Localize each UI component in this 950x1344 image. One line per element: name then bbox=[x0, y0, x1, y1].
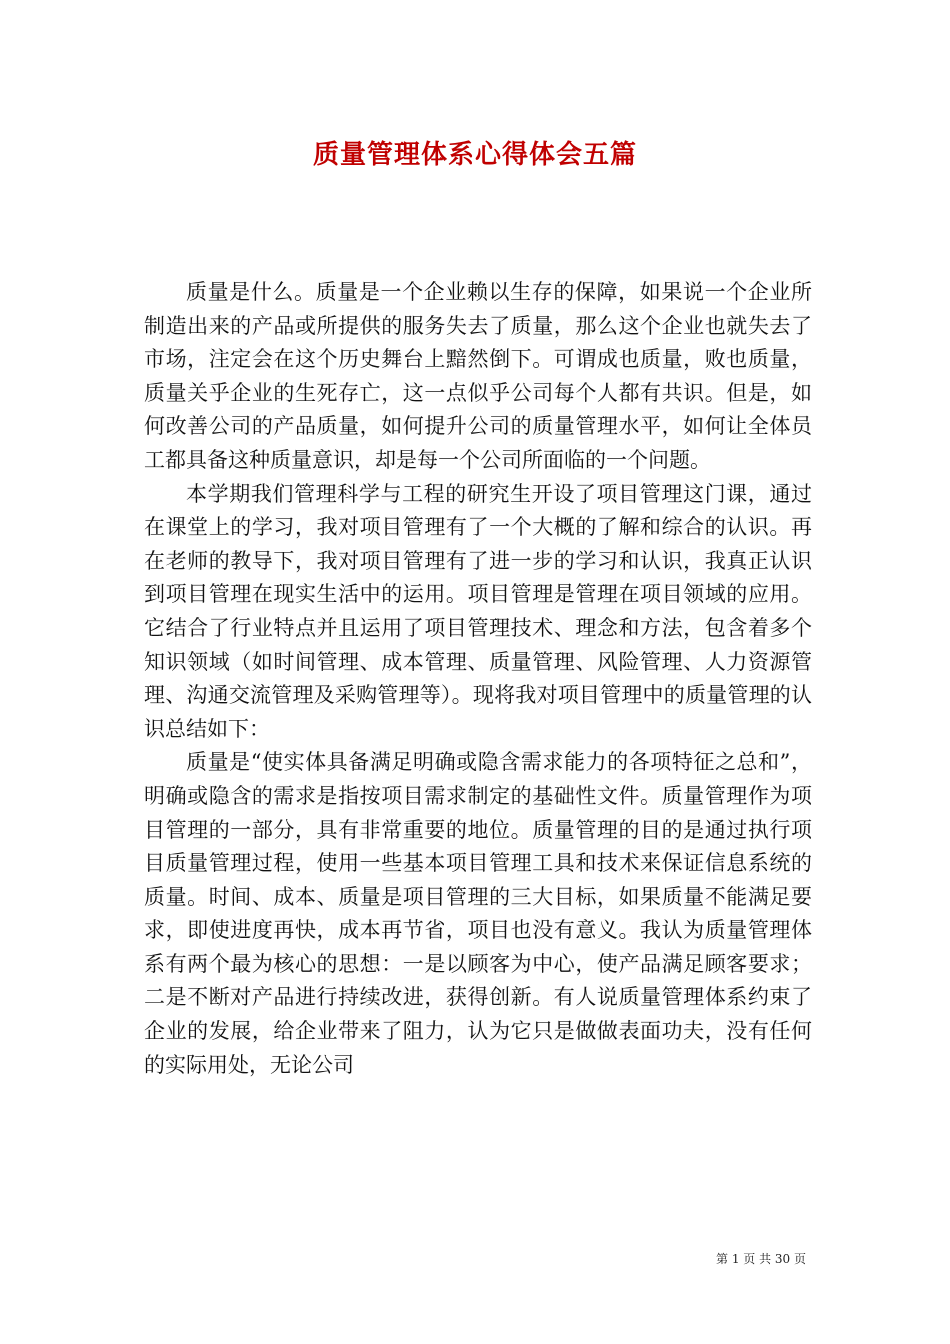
paragraph-3: 质量是“使实体具备满足明确或隐含需求能力的各项特征之总和”，明确或隐含的需求是指按项目需求制定的基础性文件。质量管理作为项目管理的一部分，具有非常重要的地位。质量管理的目的是通过执行项目质量管理过程，使用一些基本项目管理工具和技术来保证信息系统的质量。时间、成本、质量是项目管理的三大目标，如果质量不能满足要求，即使进度再快，成本再节省，项目也没有意义。我认为质量管理体系有两个最为核心的思想：一是以顾客为中心，使产品满足顾客要求；二是不断对产品进行持续改进，获得创新。有人说质量管理体系约束了企业的发展，给企业带来了阻力，认为它只是做做表面功夫，没有任何的实际用处，无论公司 bbox=[144, 750, 812, 1077]
paragraph-1: 质量是什么。质量是一个企业赖以生存的保障，如果说一个企业所制造出来的产品或所提供的服务失去了质量，那么这个企业也就失去了市场，注定会在这个历史舞台上黯然倒下。可谓成也质量，败也质量，质量关乎企业的生死存亡，这一点似乎公司每个人都有共识。但是，如何改善公司的产品质量，如何提升公司的质量管理水平，如何让全体员工都具备这种质量意识，却是每一个公司所面临的一个问题。 bbox=[144, 280, 812, 472]
page-number-footer: 第 1 页 共 30 页 bbox=[716, 1252, 806, 1266]
document-title: 质量管理体系心得体会五篇 bbox=[312, 140, 637, 170]
paragraph-2: 本学期我们管理科学与工程的研究生开设了项目管理这门课，通过在课堂上的学习，我对项目管理有了一个大概的了解和综合的认识。再在老师的教导下，我对项目管理有了进一步的学习和认识，我真正认识到项目管理在现实生活中的运用。项目管理是管理在项目领域的应用。它结合了行业特点并且运用了项目管理技术、理念和方法，包含着多个知识领域（如时间管理、成本管理、质量管理、风险管理、人力资源管理、沟通交流管理及采购管理等）。现将我对项目管理中的质量管理的认识总结如下： bbox=[144, 481, 812, 741]
document-body bbox=[144, 276, 812, 1082]
